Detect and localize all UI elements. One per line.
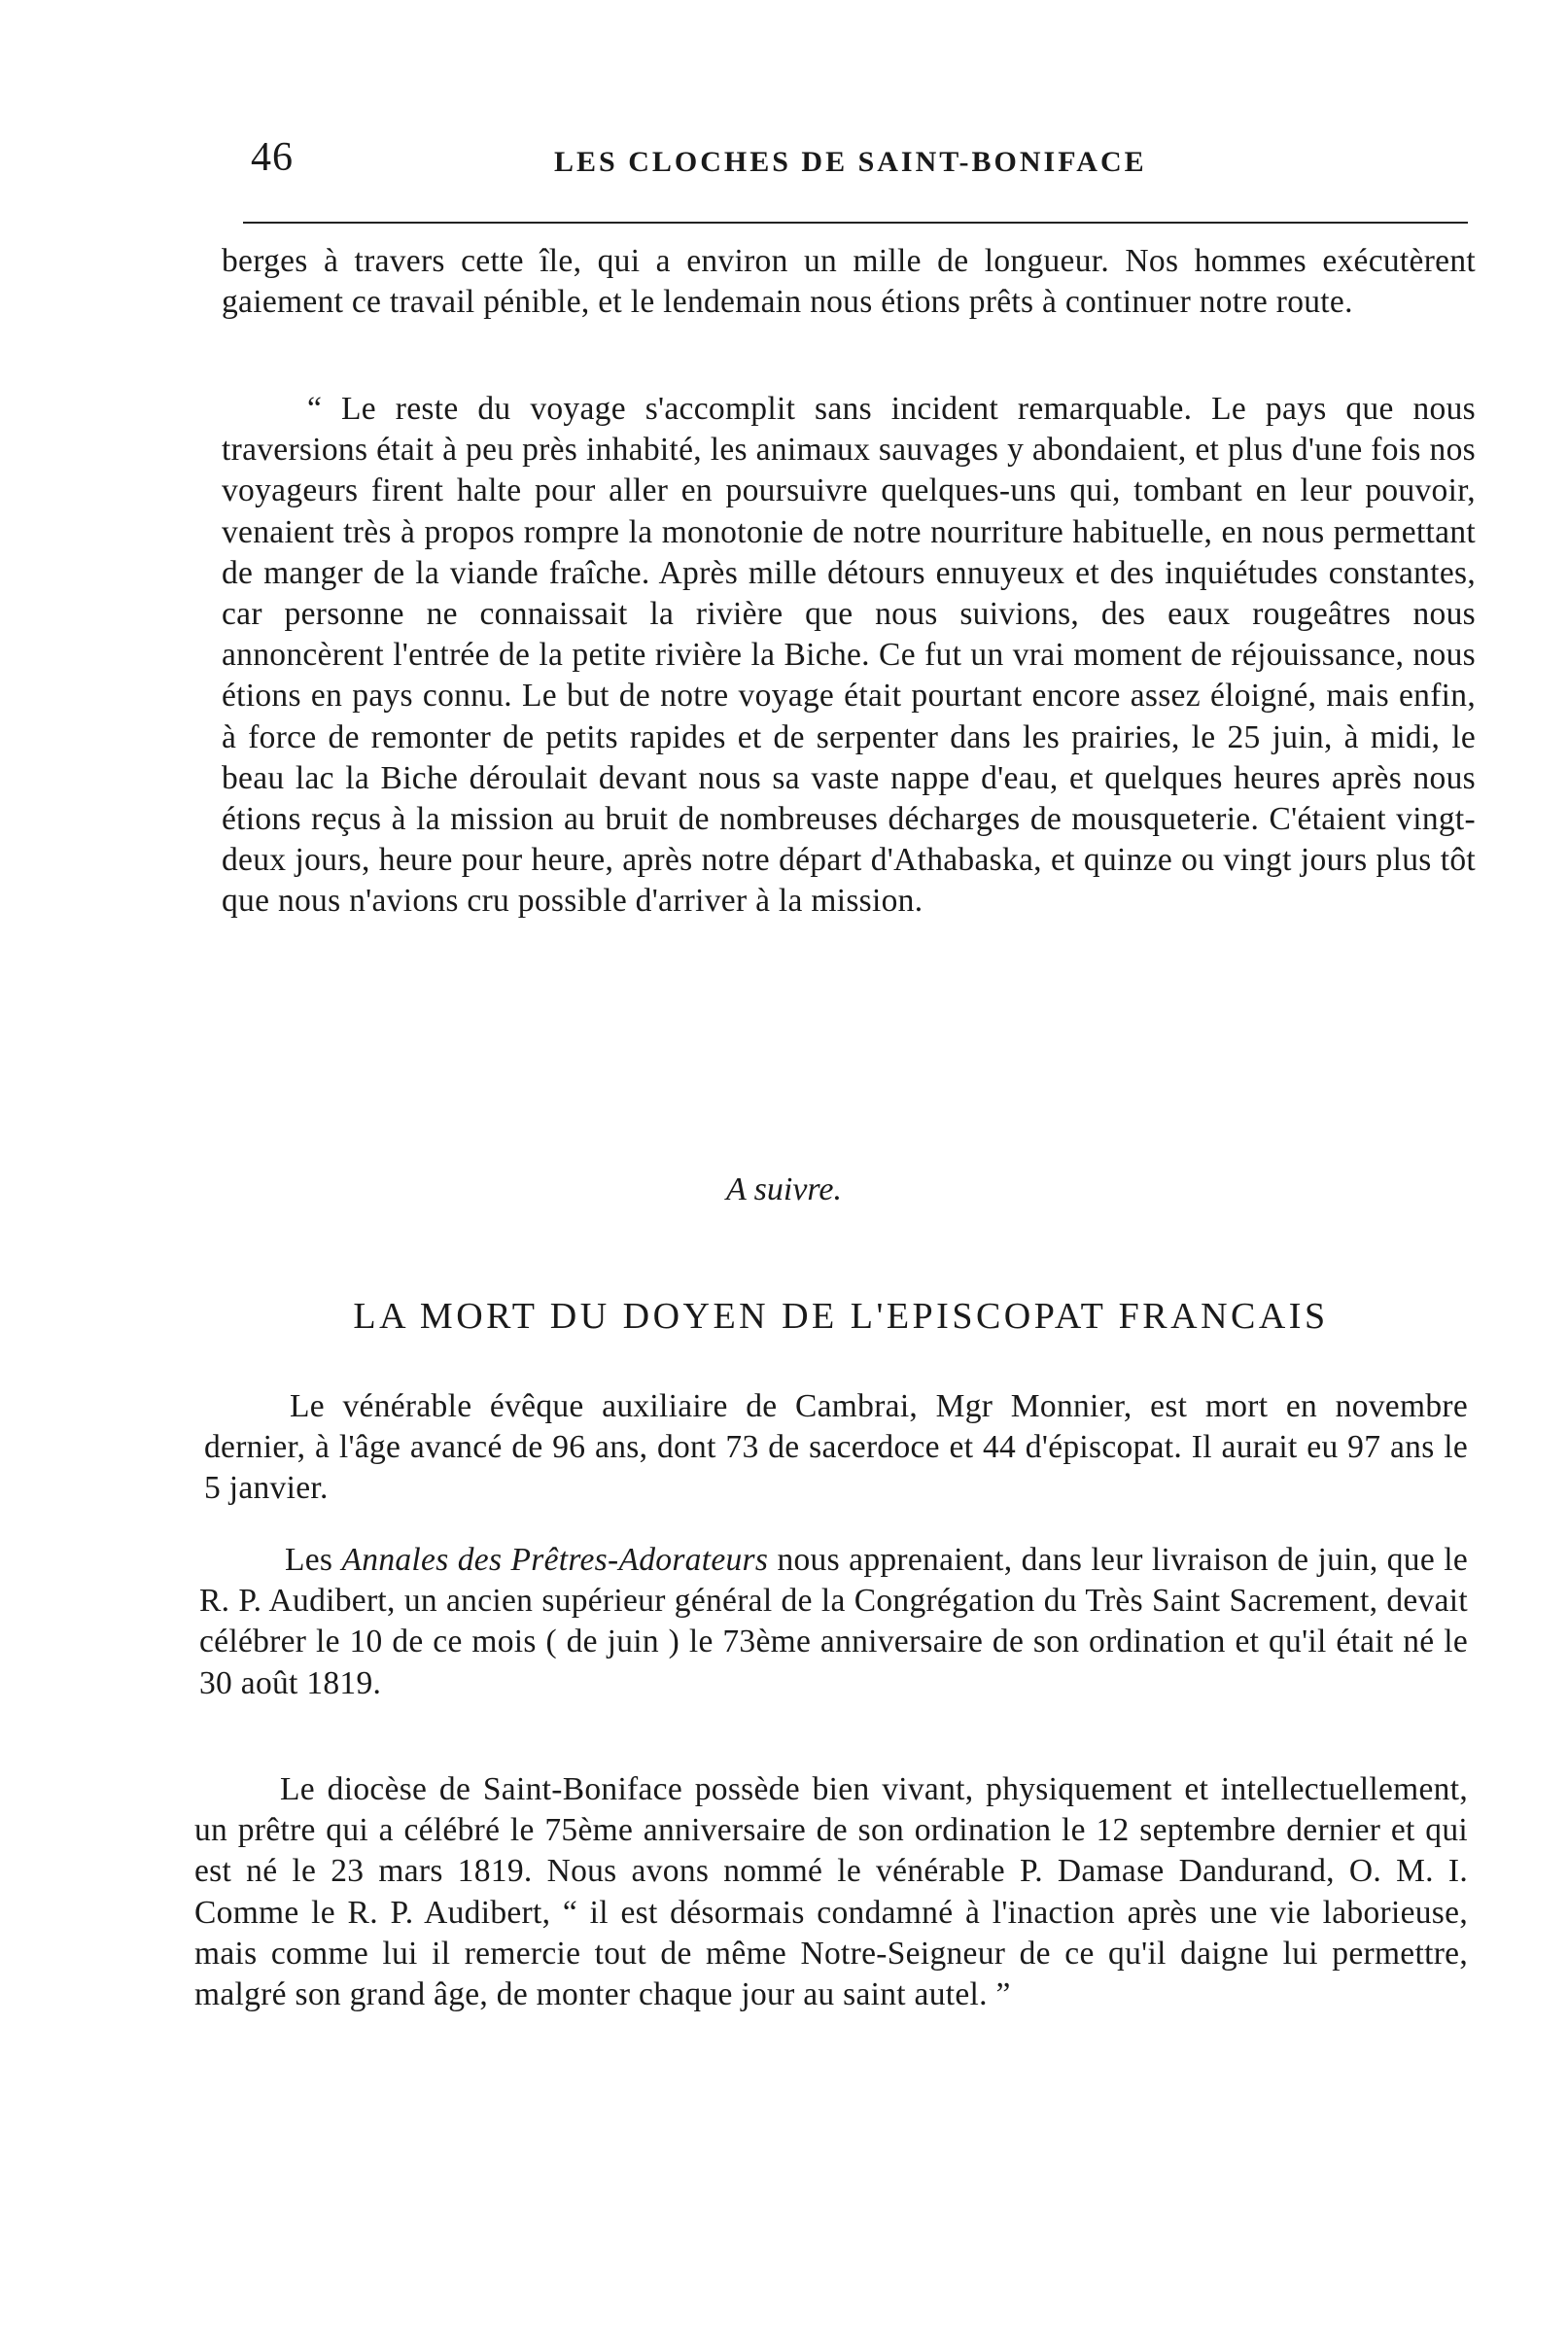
paragraph-text-start: Les [285, 1542, 342, 1578]
running-title: LES CLOCHES DE SAINT-BONIFACE [554, 146, 1147, 178]
paragraph-continued [222, 241, 1476, 323]
page-number: 46 [251, 135, 294, 180]
article-paragraph-2 [199, 1540, 1468, 1704]
paragraph-text: berges à travers cette île, qui a environ un mille de longueur. Nos hommes exécutèrent gaiement ce travail pénible, et le lendemain nous étions prêts à continuer notre route. [222, 243, 1476, 321]
paragraph-text: Le vénérable évêque auxiliaire de Cambrai, Mgr Monnier, est mort en novembre dernier, à l'âge avancé de 96 ans, dont 73 de sacerdoce et 44 d'épiscopat. Il aurait eu 97 ans le 5 janvier. [204, 1388, 1468, 1507]
publication-title: Annales des Prêtres-Adorateurs [341, 1542, 769, 1578]
paragraph-text [199, 1540, 1468, 1704]
article-title: LA MORT DU DOYEN DE L'EPISCOPAT FRANCAIS [353, 1296, 1329, 1337]
article-paragraph-1 [204, 1386, 1468, 1510]
article-paragraph-3 [194, 1769, 1468, 2015]
paragraph-text: Le diocèse de Saint-Boniface possède bien vivant, physiquement et intellectuellement, un prêtre qui a célébré le 75ème anniversaire de son ordination le 12 septembre dernier et qui est né le 23 mars 1819. Nous avons nommé le vénérable P. Damase Dandurand, O. M. I. Comme le R. P. Audibert, “ il est désormais condamné à l'inaction après une vie laborieuse, mais comme lui il remercie tout de même Notre-Seigneur de ce qu'il daigne lui permettre, malgré son grand âge, de monter chaque jour au saint autel. ” [194, 1771, 1468, 2013]
to-be-continued: A suivre. [726, 1171, 842, 1207]
paragraph-voyage [222, 389, 1476, 923]
paragraph-text-end: nous apprenaient, dans leur livraison de juin, que le R. P. Audibert, un ancien supérieur général de la Congrégation du Très Saint Sacrement, devait célébrer le 10 de ce mois ( de juin ) le 73ème anniversaire de son ordination et qu'il était né le 30 août 1819. [199, 1542, 1468, 1701]
paragraph-text: “ Le reste du voyage s'accomplit sans incident remarquable. Le pays que nous traversions était à peu près inhabité, les animaux sauvages y abondaient, et plus d'une fois nos voyageurs firent halte pour aller en poursuivre quelques-uns qui, tombant en leur pouvoir, venaient très à propos rompre la monotonie de notre nourriture habituelle, en nous permettant de manger de la viande fraîche. Après mille détours ennuyeux et des inquiétudes constantes, car personne ne connaissait la rivière que nous suivions, des eaux rougeâtres nous annoncèrent l'entrée de la petite rivière la Biche. Ce fut un vrai moment de réjouissance, nous étions en pays connu. Le but de notre voyage était pourtant encore assez éloigné, mais enfin, à force de remonter de petits rapides et de serpenter dans les prairies, le 25 juin, à midi, le beau lac la Biche déroulait devant nous sa vaste nappe d'eau, et quelques heures après nous étions reçus à la mission au bruit de nombreuses décharges de mousqueterie. C'étaient vingt-deux jours, heure pour heure, après notre départ d'Athabaska, et quinze ou vingt jours plus tôt que nous n'avions cru possible d'arriver à la mission. [222, 391, 1476, 920]
header-rule [243, 222, 1468, 224]
running-head [251, 126, 1466, 185]
